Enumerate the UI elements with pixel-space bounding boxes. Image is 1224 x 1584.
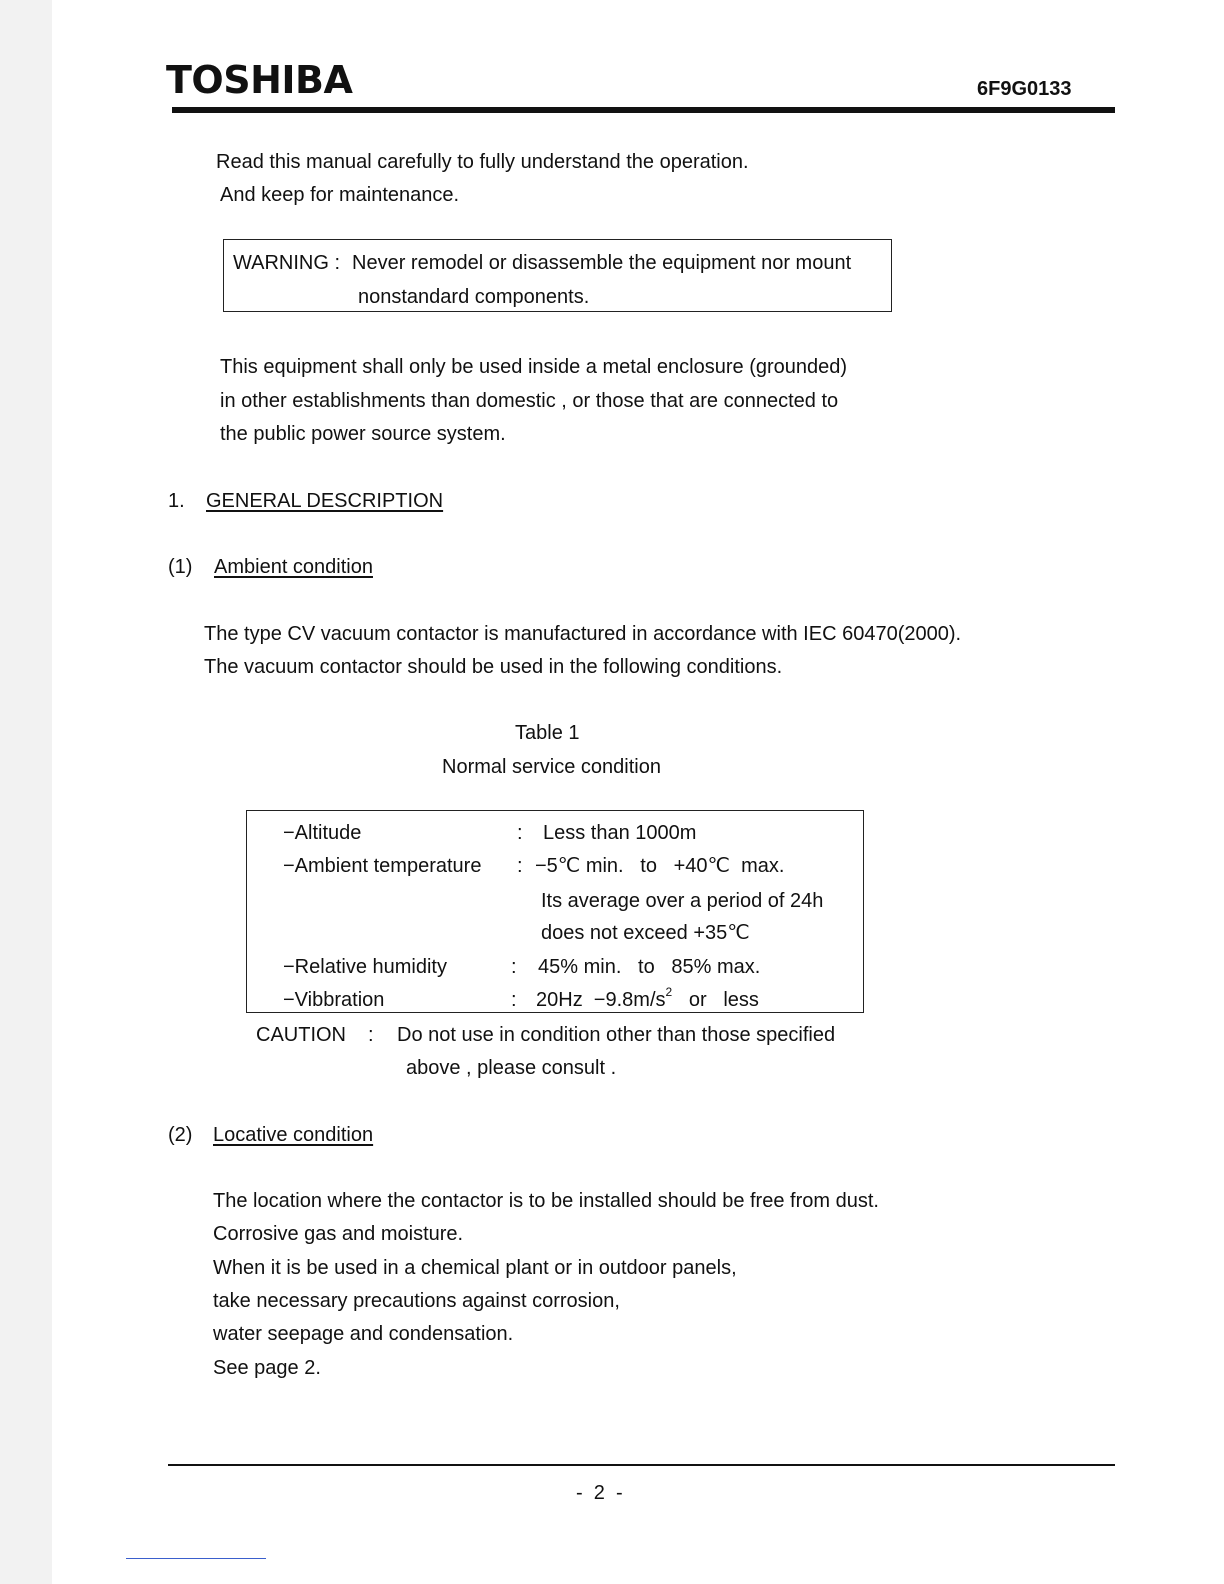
locative-line: When it is be used in a chemical plant or in outdoor panels,	[213, 1257, 737, 1279]
warning-box	[223, 239, 892, 312]
toshiba-logo: TOSHIBA	[166, 58, 353, 102]
section-1-title: GENERAL DESCRIPTION	[206, 490, 444, 512]
table-row-label: −Ambient temperature	[283, 855, 482, 877]
table-row-sep: :	[511, 989, 517, 1011]
locative-line: take necessary precautions against corrosion,	[213, 1290, 620, 1312]
subsection-1-title: Ambient condition	[214, 556, 373, 578]
document-number: 6F9G0133	[977, 78, 1072, 100]
table-row-sep: :	[517, 822, 523, 844]
ambient-line-1: The type CV vacuum contactor is manufactured in accordance with IEC 60470(2000).	[204, 623, 962, 645]
subsection-2-title: Locative condition	[213, 1124, 374, 1146]
table-row-sep: :	[517, 855, 523, 877]
locative-line: water seepage and condensation.	[213, 1323, 514, 1345]
table-row-label: −Altitude	[283, 822, 362, 844]
enclosure-line-3: the public power source system.	[220, 423, 506, 445]
warning-label: WARNING :	[233, 252, 341, 274]
caution-sep: :	[368, 1024, 374, 1046]
page-number: - 2 -	[576, 1482, 623, 1504]
table-subcaption: Normal service condition	[442, 756, 661, 778]
subsection-1-number: (1)	[168, 556, 193, 578]
caution-label: CAUTION	[256, 1024, 346, 1046]
table-row-value: −5℃ min. to +40℃ max.	[535, 855, 785, 877]
subsection-2-number: (2)	[168, 1124, 193, 1146]
section-1-number: 1.	[168, 490, 185, 512]
table-row-value: Less than 1000m	[543, 822, 697, 844]
locative-line: Corrosive gas and moisture.	[213, 1223, 464, 1245]
bottom-link-underline	[126, 1558, 266, 1559]
warning-line-2: nonstandard components.	[358, 286, 590, 308]
ambient-line-2: The vacuum contactor should be used in the following conditions.	[204, 656, 783, 678]
enclosure-line-2: in other establishments than domestic , or those that are connected to	[220, 390, 839, 412]
table-row-value: does not exceed +35℃	[541, 922, 750, 944]
warning-line-1: Never remodel or disassemble the equipment nor mount	[352, 252, 852, 274]
table-caption: Table 1	[515, 722, 580, 744]
table-row-label: −Vibbration	[283, 989, 385, 1011]
scan-margin-shade	[0, 0, 52, 1584]
locative-line: See page 2.	[213, 1357, 321, 1379]
footer-rule	[168, 1464, 1115, 1466]
table-row-value: Its average over a period of 24h	[541, 890, 824, 912]
table-row-value: 45% min. to 85% max.	[538, 956, 761, 978]
table-row-value: $20Hz -9.8m/s^2$ or less	[536, 985, 759, 1011]
header-rule	[172, 107, 1115, 113]
table-row-sep: :	[511, 956, 517, 978]
enclosure-line-1: This equipment shall only be used inside a metal enclosure (grounded)	[220, 356, 848, 378]
intro-line-2: And keep for maintenance.	[220, 184, 460, 206]
intro-line-1: Read this manual carefully to fully understand the operation.	[216, 151, 749, 173]
caution-line-2: above , please consult .	[406, 1057, 617, 1079]
caution-line-1: Do not use in condition other than those specified	[397, 1024, 836, 1046]
table-row-label: −Relative humidity	[283, 956, 447, 978]
service-condition-table	[246, 810, 864, 1013]
locative-line: The location where the contactor is to be installed should be free from dust.	[213, 1190, 879, 1212]
